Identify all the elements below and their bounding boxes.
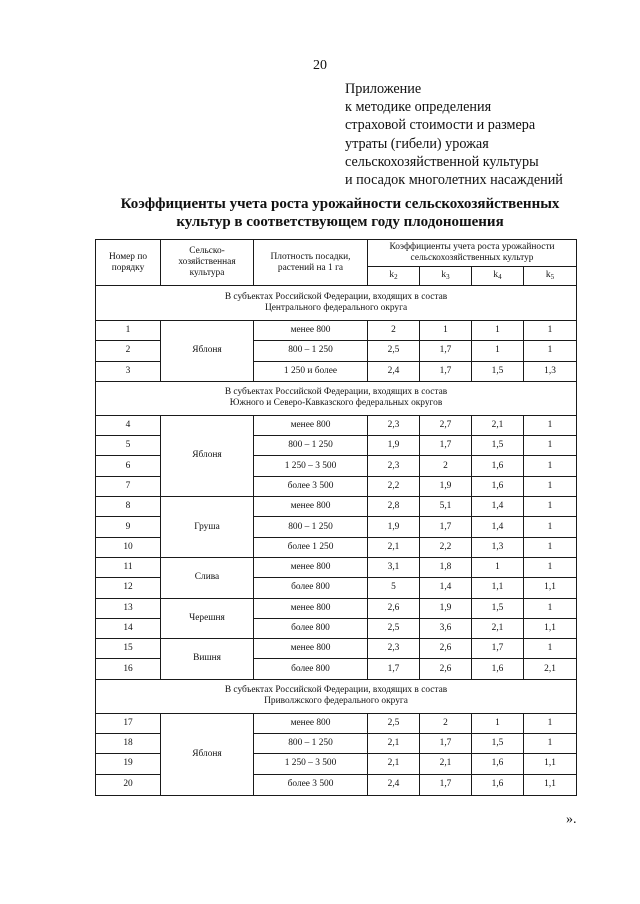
coefficient-value: 2,4 [368,774,420,795]
header-coefficients: Коэффициенты учета роста урожайности сельскохозяйственных культур [368,240,577,267]
coefficient-value: 2,1 [472,415,524,435]
row-number: 1 [96,321,161,341]
table-row [96,415,577,435]
coefficient-value: 1 [524,734,577,754]
row-number: 16 [96,659,161,679]
appendix-line: к методике определения [345,99,492,116]
header-crop: Сельско-хозяйственная культура [161,240,254,286]
coefficient-value: 1,8 [420,557,472,577]
row-number: 13 [96,598,161,618]
row-number: 3 [96,361,161,381]
page-number: 20 [313,58,327,73]
coefficient-value: 1,7 [420,774,472,795]
coefficient-value: 2,3 [368,415,420,435]
coefficient-value: 2,2 [420,537,472,557]
row-number: 5 [96,436,161,456]
region-row [96,381,577,415]
density-value: более 3 500 [254,774,368,795]
appendix-line: и посадок многолетних насаждений [345,172,563,189]
density-value: 1 250 – 3 500 [254,754,368,774]
coefficient-value: 2,1 [420,754,472,774]
coefficient-value: 3,1 [368,557,420,577]
header-density: Плотность посадки, растений на 1 га [254,240,368,286]
crop-name: Слива [161,557,254,598]
density-value: 1 250 – 3 500 [254,456,368,476]
coefficients-table [95,239,577,796]
crop-name: Вишня [161,639,254,680]
coefficient-value: 1 [472,341,524,361]
row-number: 6 [96,456,161,476]
coefficient-value: 2,1 [368,754,420,774]
row-number: 18 [96,734,161,754]
region-header [96,679,577,713]
coefficient-value: 1 [524,639,577,659]
coefficient-value: 1,7 [420,436,472,456]
coefficient-value: 2,1 [368,537,420,557]
coefficient-value: 1 [472,557,524,577]
coefficient-value: 1 [524,497,577,517]
row-number: 12 [96,578,161,598]
density-value: менее 800 [254,713,368,733]
row-number: 19 [96,754,161,774]
coefficient-value: 1,6 [472,456,524,476]
closing-quote: ». [566,812,577,827]
coefficient-value: 1,5 [472,598,524,618]
appendix-line: Приложение [345,81,422,97]
row-number: 2 [96,341,161,361]
coefficient-value: 2,5 [368,341,420,361]
coefficient-value: 1,3 [472,537,524,557]
coefficient-value: 1,6 [472,774,524,795]
density-value: менее 800 [254,321,368,341]
coefficient-value: 2,4 [368,361,420,381]
document-title [90,195,590,231]
coefficient-value: 1 [524,341,577,361]
density-value: 1 250 и более [254,361,368,381]
coefficient-value: 1,1 [524,578,577,598]
table-row [96,497,577,517]
coefficient-value: 2 [368,321,420,341]
density-value: менее 800 [254,598,368,618]
region-line: Южного и Северо-Кавказского федеральных округов [229,398,443,409]
coefficient-value: 1 [524,537,577,557]
region-line: Приволжского федерального округа [264,696,408,707]
row-number: 4 [96,415,161,435]
coefficient-value: 2,5 [368,618,420,638]
coefficient-value: 2,8 [368,497,420,517]
coefficient-value: 5,1 [420,497,472,517]
region-row [96,679,577,713]
header-k4: $k_4$ [472,267,524,286]
region-line: В субъектах Российской Федерации, входящих в состав [224,292,448,302]
coefficient-value: 2,6 [368,598,420,618]
coefficient-value: 1,1 [524,774,577,795]
row-number: 8 [96,497,161,517]
region-line: Центрального федерального округа [264,303,408,313]
coefficient-value: 1,4 [420,578,472,598]
coefficient-value: 5 [368,578,420,598]
coefficient-value: 3,6 [420,618,472,638]
coefficient-value: 1 [472,713,524,733]
coefficient-value: 1,1 [524,618,577,638]
title-line: культур в соответствующем году плодоношения [176,214,504,230]
coefficient-value: 1,5 [472,436,524,456]
crop-name: Черешня [161,598,254,639]
coefficient-value: 2,1 [472,618,524,638]
crop-name: Груша [161,497,254,558]
coefficient-value: 1,3 [524,361,577,381]
region-header [96,286,577,321]
table-row [96,598,577,618]
density-value: менее 800 [254,639,368,659]
row-number: 7 [96,476,161,496]
row-number: 14 [96,618,161,638]
coefficient-value: 1 [524,598,577,618]
coefficient-value: 2,5 [368,713,420,733]
coefficient-value: 1 [524,456,577,476]
row-number: 9 [96,517,161,537]
crop-name: Яблоня [161,321,254,382]
coefficient-value: 1,6 [472,659,524,679]
row-number: 17 [96,713,161,733]
coefficient-value: 1 [472,321,524,341]
coefficient-value: 1 [420,321,472,341]
density-value: менее 800 [254,557,368,577]
coefficient-value: 1,4 [472,517,524,537]
coefficient-value: 2,7 [420,415,472,435]
coefficient-value: 1,5 [472,361,524,381]
coefficient-value: 2,6 [420,639,472,659]
density-value: 800 – 1 250 [254,517,368,537]
density-value: менее 800 [254,415,368,435]
title-line: Коэффициенты учета роста урожайности сельскохозяйственных [120,196,560,212]
coefficient-value: 1,7 [472,639,524,659]
density-value: 800 – 1 250 [254,734,368,754]
coefficient-value: 2,3 [368,456,420,476]
coefficient-value: 2,1 [524,659,577,679]
region-header [96,381,577,415]
density-value: 800 – 1 250 [254,436,368,456]
coefficient-value: 1 [524,476,577,496]
density-value: более 800 [254,618,368,638]
coefficient-value: 2,6 [420,659,472,679]
row-number: 15 [96,639,161,659]
density-value: более 3 500 [254,476,368,496]
density-value: более 1 250 [254,537,368,557]
coefficient-value: 1,7 [420,517,472,537]
density-value: более 800 [254,659,368,679]
coefficient-value: 1 [524,436,577,456]
appendix-line: утраты (гибели) урожая [345,135,489,152]
table-body [96,286,577,796]
coefficient-value: 1,9 [368,436,420,456]
density-value: менее 800 [254,497,368,517]
header-k2: $k_2$ [368,267,420,286]
table-row [96,557,577,577]
table-row [96,713,577,733]
coefficient-value: 2,2 [368,476,420,496]
table-row [96,639,577,659]
coefficient-value: 1 [524,557,577,577]
density-value: 800 – 1 250 [254,341,368,361]
row-number: 10 [96,537,161,557]
coefficient-value: 1,9 [420,598,472,618]
header-k5: $k_5$ [524,267,577,286]
coefficient-value: 1 [524,517,577,537]
coefficient-value: 1,7 [420,361,472,381]
row-number: 20 [96,774,161,795]
coefficient-value: 2 [420,713,472,733]
coefficient-value: 1,9 [368,517,420,537]
coefficient-value: 1 [524,415,577,435]
coefficient-value: 1,5 [472,734,524,754]
crop-name: Яблоня [161,415,254,496]
coefficient-value: 1,7 [420,341,472,361]
coefficient-value: 1,6 [472,754,524,774]
appendix-line: страховой стоимости и размера [345,117,536,134]
header-number: Номер по порядку [96,240,161,286]
coefficient-value: 1,1 [524,754,577,774]
appendix-block [345,80,563,189]
coefficient-value: 2,1 [368,734,420,754]
coefficient-value: 1,1 [472,578,524,598]
coefficient-value: 1,7 [368,659,420,679]
coefficient-value: 1 [524,321,577,341]
coefficient-value: 1,7 [420,734,472,754]
region-row [96,286,577,321]
coefficient-value: 2,3 [368,639,420,659]
density-value: более 800 [254,578,368,598]
table-row [96,321,577,341]
coefficient-value: 1,9 [420,476,472,496]
row-number: 11 [96,557,161,577]
crop-name: Яблоня [161,713,254,795]
coefficient-value: 1 [524,713,577,733]
region-line: В субъектах Российской Федерации, входящих в состав [224,685,448,696]
coefficient-value: 2 [420,456,472,476]
coefficient-value: 1,4 [472,497,524,517]
appendix-line: сельскохозяйственной культуры [345,153,539,170]
coefficient-value: 1,6 [472,476,524,496]
header-k3: $k_3$ [420,267,472,286]
region-line: В субъектах Российской Федерации, входящих в состав [224,387,448,398]
